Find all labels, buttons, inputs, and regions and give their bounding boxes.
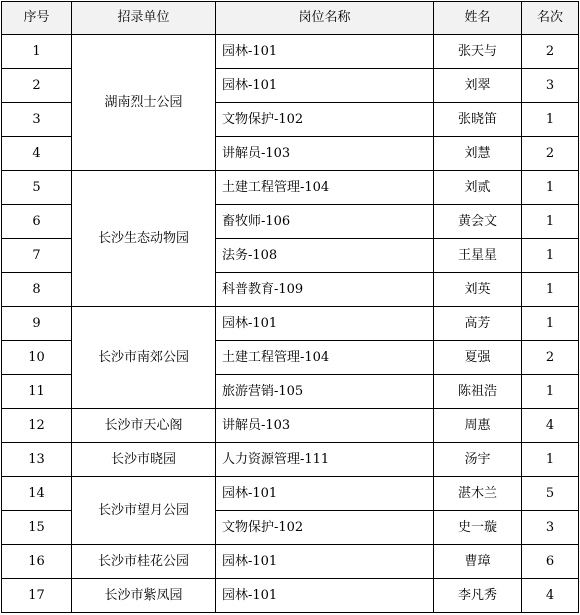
position-cell: 园林-101 — [216, 35, 434, 69]
name-cell: 汤宇 — [434, 443, 522, 477]
serial-cell: 14 — [2, 477, 72, 511]
header-serial: 序号 — [2, 2, 72, 35]
name-cell: 陈祖浩 — [434, 375, 522, 409]
name-cell: 夏强 — [434, 341, 522, 375]
table-row — [2, 307, 579, 341]
serial-cell: 16 — [2, 545, 72, 579]
position-cell: 人力资源管理-111 — [216, 443, 434, 477]
name-cell: 周惠 — [434, 409, 522, 443]
table-row — [2, 477, 579, 511]
position-cell: 旅游营销-105 — [216, 375, 434, 409]
rank-cell: 1 — [522, 307, 579, 341]
rank-cell: 3 — [522, 511, 579, 545]
rank-cell: 1 — [522, 375, 579, 409]
header-position: 岗位名称 — [216, 2, 434, 35]
serial-cell: 8 — [2, 273, 72, 307]
position-cell: 讲解员-103 — [216, 137, 434, 171]
name-cell: 李凡秀 — [434, 579, 522, 613]
name-cell: 史一璇 — [434, 511, 522, 545]
position-cell: 园林-101 — [216, 579, 434, 613]
table-row — [2, 443, 579, 477]
name-cell: 高芳 — [434, 307, 522, 341]
header-name: 姓名 — [434, 2, 522, 35]
rank-cell: 3 — [522, 69, 579, 103]
header-rank: 名次 — [522, 2, 579, 35]
serial-cell: 9 — [2, 307, 72, 341]
position-cell: 法务-108 — [216, 239, 434, 273]
unit-cell: 长沙市紫凤园 — [72, 579, 216, 613]
unit-cell: 长沙市南郊公园 — [72, 307, 216, 409]
rank-cell: 1 — [522, 171, 579, 205]
name-cell: 王星星 — [434, 239, 522, 273]
name-cell: 曹璋 — [434, 545, 522, 579]
unit-cell: 长沙市天心阁 — [72, 409, 216, 443]
table-row — [2, 545, 579, 579]
name-cell: 刘英 — [434, 273, 522, 307]
position-cell: 园林-101 — [216, 307, 434, 341]
unit-cell: 湖南烈士公园 — [72, 35, 216, 171]
header-unit: 招录单位 — [72, 2, 216, 35]
position-cell: 土建工程管理-104 — [216, 341, 434, 375]
table-row — [2, 409, 579, 443]
name-cell: 张天与 — [434, 35, 522, 69]
serial-cell: 4 — [2, 137, 72, 171]
rank-cell: 1 — [522, 239, 579, 273]
table-row — [2, 171, 579, 205]
serial-cell: 3 — [2, 103, 72, 137]
rank-cell: 2 — [522, 341, 579, 375]
rank-cell: 6 — [522, 545, 579, 579]
position-cell: 科普教育-109 — [216, 273, 434, 307]
rank-cell: 2 — [522, 35, 579, 69]
table-row — [2, 35, 579, 69]
position-cell: 园林-101 — [216, 545, 434, 579]
rank-cell: 1 — [522, 205, 579, 239]
serial-cell: 5 — [2, 171, 72, 205]
name-cell: 黄会文 — [434, 205, 522, 239]
serial-cell: 12 — [2, 409, 72, 443]
position-cell: 讲解员-103 — [216, 409, 434, 443]
position-cell: 园林-101 — [216, 69, 434, 103]
unit-cell: 长沙生态动物园 — [72, 171, 216, 307]
header-row — [2, 2, 579, 35]
rank-cell: 4 — [522, 579, 579, 613]
rank-cell: 5 — [522, 477, 579, 511]
name-cell: 刘慧 — [434, 137, 522, 171]
rank-cell: 1 — [522, 273, 579, 307]
unit-cell: 长沙市望月公园 — [72, 477, 216, 545]
unit-cell: 长沙市桂花公园 — [72, 545, 216, 579]
position-cell: 畜牧师-106 — [216, 205, 434, 239]
rank-cell: 2 — [522, 137, 579, 171]
name-cell: 刘翠 — [434, 69, 522, 103]
name-cell: 湛木兰 — [434, 477, 522, 511]
rank-cell: 4 — [522, 409, 579, 443]
position-cell: 园林-101 — [216, 477, 434, 511]
serial-cell: 17 — [2, 579, 72, 613]
serial-cell: 15 — [2, 511, 72, 545]
table-row — [2, 579, 579, 613]
rank-cell: 1 — [522, 443, 579, 477]
recruitment-table — [1, 1, 579, 613]
rank-cell: 1 — [522, 103, 579, 137]
position-cell: 文物保护-102 — [216, 511, 434, 545]
serial-cell: 13 — [2, 443, 72, 477]
name-cell: 张晓笛 — [434, 103, 522, 137]
serial-cell: 10 — [2, 341, 72, 375]
position-cell: 土建工程管理-104 — [216, 171, 434, 205]
serial-cell: 1 — [2, 35, 72, 69]
serial-cell: 11 — [2, 375, 72, 409]
serial-cell: 7 — [2, 239, 72, 273]
serial-cell: 6 — [2, 205, 72, 239]
table-header — [2, 2, 579, 35]
name-cell: 刘贰 — [434, 171, 522, 205]
serial-cell: 2 — [2, 69, 72, 103]
position-cell: 文物保护-102 — [216, 103, 434, 137]
unit-cell: 长沙市晓园 — [72, 443, 216, 477]
table-body — [2, 35, 579, 613]
